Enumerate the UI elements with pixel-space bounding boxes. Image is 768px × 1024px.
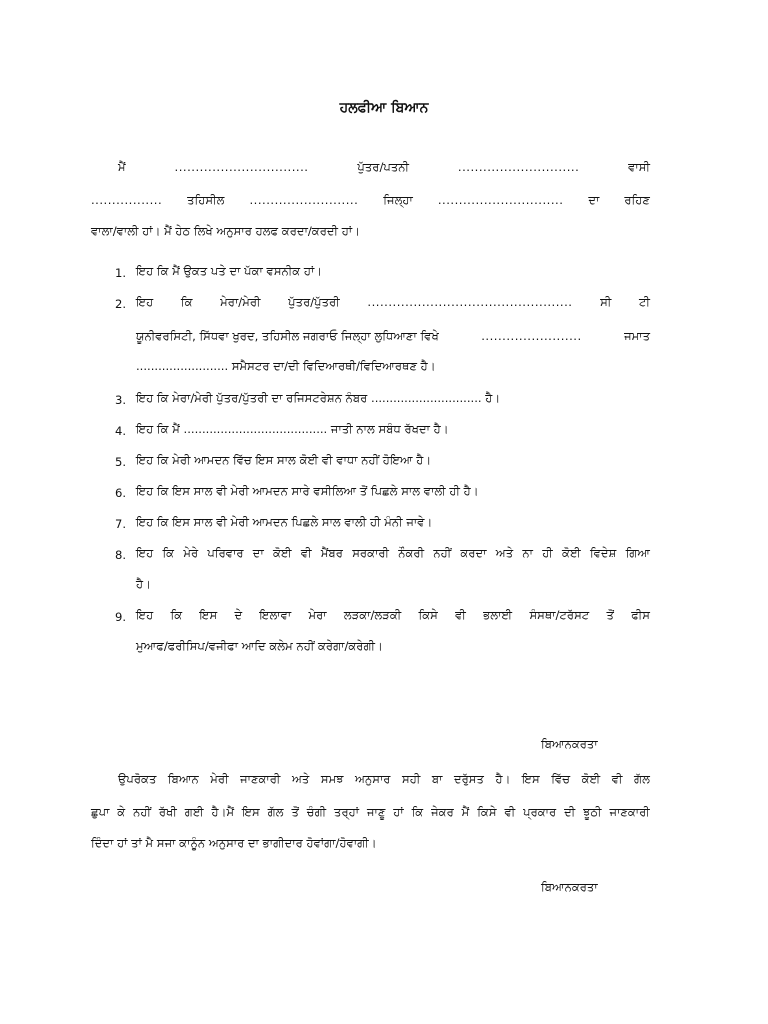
verification-word: ਚੰਗੀ [306,805,327,819]
verification-word: ਇਸ [241,805,260,819]
verification-line-2 [91,805,650,827]
item-word: ਪੁੱਤਰ/ਪੁੱਤਰੀ [288,295,340,309]
item-text: ਹੈ। [136,577,151,591]
intro-text: ਵਾਲਾ/ਵਾਲੀ ਹਾਂ। ਮੈਂ ਹੇਠ ਲਿਖੇ ਅਨੁਸਾਰ ਹਲਫ ਕਰਦਾ/ਕਰਦੀ ਹਾਂ। [91,224,360,238]
item-word: ਸੀ [600,295,612,309]
verification-word: ਜਾਣਕਾਰੀ [240,772,281,786]
verification-line-3 [91,836,650,858]
item-word: ਤੋਂ [606,608,614,622]
item-word: ਲੜਕਾ/ਲੜਕੀ [343,608,402,622]
item-number: 9. [114,610,126,624]
list-item [136,422,650,444]
intro-word: ਤਹਿਸੀਲ [187,193,225,207]
item-number: 6. [114,486,126,500]
item-word: ਵੀ [300,546,312,560]
verification-word: ਤੋਂ [291,805,299,819]
intro-word: ਜਿਲ੍ਹਾ [383,193,413,207]
verification-text: ਦਿੰਦਾ ਹਾਂ ਤਾਂ ਮੈ ਸਜਾ ਕਾਨੂੰਨ ਅਨੁਸਾਰ ਦਾ ਭਾਗੀਦਾਰ ਹੋਵਾਂਗਾ/ਹੋਵਾਗੀ। [91,836,377,850]
item-word: ਕੋਈ [273,546,292,560]
intro-word: ਵਾਸੀ [628,160,650,174]
list-item [136,391,650,413]
list-item [136,546,650,568]
item-word: ਨਾ [522,546,533,560]
item-text: ਇਹ ਕਿ ਮੈਂ ....................................... ਜਾਤੀ ਨਾਲ ਸਬੰਧ ਰੱਖਦਾ ਹੈ। [136,422,449,436]
intro-line-2 [91,193,650,215]
item-text: ਇਹ ਕਿ ਮੇਰਾ/ਮੇਰੀ ਪੁੱਤਰ/ਪੁੱਤਰੀ ਦਾ ਰਜਿਸਟਰੇਸ਼ਨ ਨੰਬਰ .............................. ਹੈ। [136,391,501,405]
verification-word: ਕੋਈ [581,772,601,786]
item-word: ਟੀ [639,295,650,309]
verification-word: ਵੀ [504,805,516,819]
list-item-continuation [136,577,650,599]
item-word: ਨੌਕਰੀ [398,546,425,560]
verification-word: ਉਪਰੋਕਤ [118,772,157,786]
item-number: 8. [114,548,126,562]
verification-word: ਵੀ [611,772,623,786]
blank-parent: ............................. [457,160,580,174]
signature-label: ਬਿਆਨਕਰਤਾ [541,737,598,751]
item-text: ਮੁਆਫ/ਫਰੀਸਿਪ/ਵਜੀਫਾ ਆਦਿ ਕਲੇਮ ਨਹੀਂ ਕਰੇਗਾ/ਕਰੇਗੀ। [136,639,383,653]
intro-word: ਰਹਿਣ [624,193,650,207]
item-word: ਮੇਰਾ/ਮੇਰੀ [220,295,261,309]
verification-word: ਦੀ [564,805,576,819]
verification-word: ਵਿੱਚ [551,772,571,786]
verification-word: ਬਾ [431,772,443,786]
verification-word: ਗੱਲ [267,805,284,819]
verification-word: ਹਾਂ [393,805,404,819]
verification-word: ਸਮਝ [320,772,344,786]
blank-student-name: ................................................. [367,295,573,309]
verification-word: ਪ੍ਰਕਾਰ [523,805,557,819]
item-text: ਇਹ ਕਿ ਇਸ ਸਾਲ ਵੀ ਮੇਰੀ ਆਮਦਨ ਸਾਰੇ ਵਸੀਲਿਆ ਤੋਂ ਪਿਛਲੇ ਸਾਲ ਵਾਲੀ ਹੀ ਹੈ। [136,484,479,498]
item-word: ਦੇ [234,608,243,622]
item-word: ਗਿਆ [625,546,650,560]
item-word: ਕਿਸੇ [418,608,438,622]
item-number: 2. [114,297,126,311]
item-word: ਕਰਦਾ [460,546,487,560]
item-word: ਇਹ [136,295,154,309]
verification-word: ਮੈਂ [461,805,470,819]
verification-word: ਝੂਠੀ [583,805,602,819]
intro-word: ਪੁੱਤਰ/ਪਤਨੀ [357,160,409,174]
verification-word: ਜੇਕਰ [431,805,454,819]
item-word: ਨਹੀਂ [433,546,452,560]
item-word: ਕਿ [170,608,183,622]
verification-word: ਦਰੁੱਸਤ [453,772,484,786]
item-number: 3. [114,393,126,407]
verification-word: ਜਾਣਕਾਰੀ [609,805,650,819]
intro-line-1 [118,160,650,182]
list-item-continuation [136,359,650,381]
verification-word: ਗੱਲ [634,772,650,786]
item-word: ਇਸ [199,608,218,622]
item-word: ਦਾ [252,546,264,560]
blank-village: ................. [91,193,163,207]
list-item [136,264,650,286]
item-number: 4. [114,424,126,438]
blank-course: ........................ [481,329,582,343]
blank-name: ................................ [174,160,309,174]
list-item [136,515,650,537]
list-item [136,484,650,506]
blank-district: .............................. [437,193,564,207]
verification-word: ਗਈ [184,805,204,819]
item-text: ......................... ਸਮੈਸਟਰ ਦਾ/ਦੀ ਵਿਦਿਆਰਥੀ/ਵਿਦਿਆਰਥਣ ਹੈ। [136,359,436,373]
item-word: ਕਿ [180,295,193,309]
intro-line-3 [91,224,650,246]
item-word: ਵੀ [455,608,466,622]
verification-word: ਕਿ [411,805,424,819]
intro-word: ਦਾ [588,193,600,207]
intro-word: ਮੈਂ [118,160,126,174]
item-word: ਇਹ [136,546,154,560]
verification-word: ਛੁਪਾ [91,805,110,819]
item-word: ਮੇਰੇ [183,546,199,560]
item-word: ਕੋਈ [562,546,581,560]
item-text: ਯੂਨੀਵਰਸਿਟੀ, ਸਿੱਧਵਾ ਖੁਰਦ, ਤਹਿਸੀਲ ਜਗਰਾਓ ਜਿਲ੍ਹਾ ਲੁਧਿਆਣਾ ਵਿਖੇ [136,329,439,343]
verification-word: ਤਰ੍ਹਾਂ [334,805,360,819]
item-word: ਜਮਾਤ [624,329,650,343]
item-text: ਇਹ ਕਿ ਮੈਂ ਉਕਤ ਪਤੇ ਦਾ ਪੱਕਾ ਵਸਨੀਕ ਹਾਂ। [136,264,323,278]
item-word: ਮੇਰਾ [308,608,327,622]
verification-word: ਰੱਖੀ [158,805,177,819]
list-item-continuation [136,329,650,351]
item-word: ਇਲਾਵਾ [259,608,292,622]
item-word: ਵਿਦੇਸ਼ [589,546,617,560]
item-text: ਇਹ ਕਿ ਮੇਰੀ ਆਮਦਨ ਵਿੱਚ ਇਸ ਸਾਲ ਕੋਈ ਵੀ ਵਾਧਾ ਨਹੀਂ ਹੋਇਆ ਹੈ। [136,453,432,467]
verification-word: ਜਾਣੂ [366,805,386,819]
item-word: ਅਤੇ [495,546,514,560]
verification-word: ਸਹੀ [402,772,421,786]
signature-label: ਬਿਆਨਕਰਤਾ [541,880,598,894]
verification-line-1 [118,772,650,794]
item-word: ਫੀਸ [631,608,650,622]
document-title: ਹਲਫੀਆ ਬਿਆਨ [339,100,429,116]
item-number: 5. [114,455,126,469]
item-number: 7. [114,517,126,531]
verification-word: ਮੇਰੀ [210,772,229,786]
item-word: ਇਹ [136,608,154,622]
verification-word: ਨਹੀਂ [133,805,151,819]
item-text: ਇਹ ਕਿ ਇਸ ਸਾਲ ਵੀ ਮੇਰੀ ਆਮਦਨ ਪਿਛਲੇ ਸਾਲ ਵਾਲੀ ਹੀ ਮੰਨੀ ਜਾਵੇ। [136,515,433,529]
item-word: ਸਰਕਾਰੀ [352,546,390,560]
item-word: ਭਲਾਈ [483,608,513,622]
verification-word: ਹੈ।ਮੈਂ [211,805,235,819]
verification-word: ਕੇ [117,805,126,819]
blank-tehsil: .......................... [249,193,359,207]
list-item-continuation [136,639,650,661]
verification-word: ਹੈ। [495,772,511,786]
verification-word: ਅਨੁਸਾਰ [355,772,391,786]
item-word: ਕਿ [162,546,175,560]
verification-word: ਅਤੇ [291,772,310,786]
verification-word: ਕਿਸੇ [477,805,497,819]
item-word: ਹੀ [542,546,553,560]
item-word: ਸੰਸਥਾ/ਟਰੱਸਟ [529,608,590,622]
list-item [136,295,650,317]
list-item [136,608,650,630]
verification-word: ਇਸ [521,772,540,786]
list-item [136,453,650,475]
verification-word: ਬਿਆਨ [167,772,199,786]
item-word: ਪਰਿਵਾਰ [207,546,244,560]
item-number: 1. [114,266,126,280]
item-word: ਮੈਂਬਰ [320,546,343,560]
